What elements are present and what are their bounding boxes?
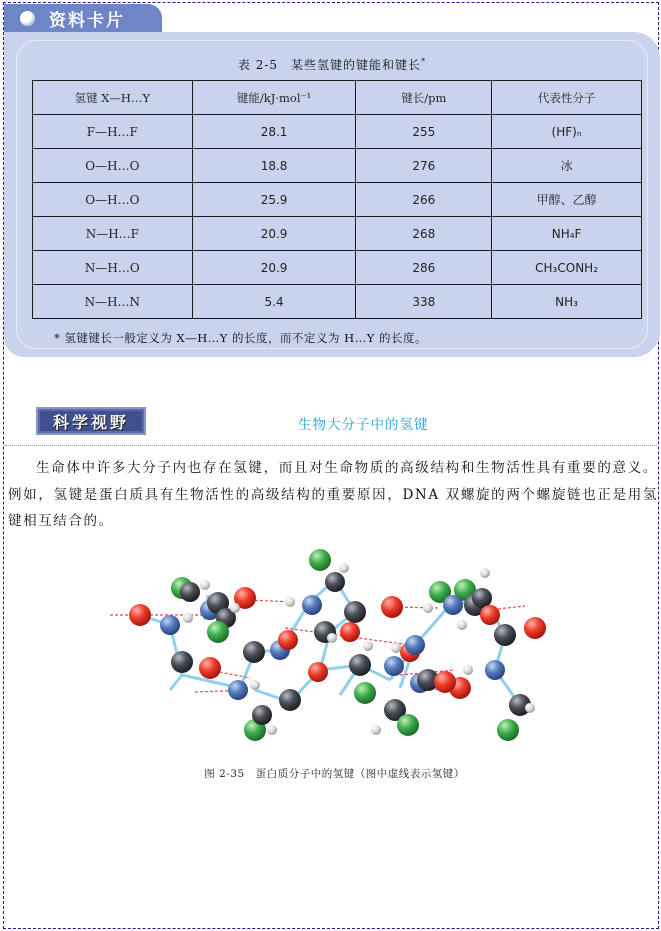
cell-molecule: NH₃ [492,285,642,319]
bullet-circle-icon [20,11,35,26]
col-header-energy: 键能/kJ·mol⁻¹ [192,81,356,115]
cell-molecule: CH₃CONH₂ [492,251,642,285]
col-header-length: 键长/pm [356,81,492,115]
science-view-badge [36,407,146,435]
cell-length: 255 [356,115,492,149]
cell-molecule: 甲醇、乙醇 [492,183,642,217]
cell-length: 286 [356,251,492,285]
data-card-tab-label: 资料卡片 [49,10,125,31]
cell-energy: 20.9 [192,217,356,251]
cell-energy: 18.8 [192,149,356,183]
cell-length: 276 [356,149,492,183]
cell-energy: 20.9 [192,251,356,285]
protein-hydrogen-bond-figure [110,540,560,750]
table-title [4,56,660,73]
cell-energy: 28.1 [192,115,356,149]
body-paragraph: 生命体中许多大分子内也存在氢键，而且对生命物质的高级结构和生物活性具有重要的意义。例如，氢键是蛋白质具有生物活性的高级结构的重要原因，DNA 双螺旋的两个螺旋链也正是用氢键相互结合的。 [8,460,658,529]
table-header-row [33,81,642,115]
dotted-divider [5,445,657,446]
cell-energy: 25.9 [192,183,356,217]
cell-molecule: (HF)ₙ [492,115,642,149]
section-title: 生物大分子中的氢键 [298,417,429,433]
molecule-ball-and-stick-icon [110,540,560,750]
data-card [4,32,660,357]
table-row [33,285,642,319]
cell-bond: F—H…F [33,115,193,149]
table-row [33,183,642,217]
science-view-badge-label: 科学视野 [52,412,129,432]
table-footnote: * 氢键键长一般定义为 X—H…Y 的长度，而不定义为 H…Y 的长度。 [54,331,427,345]
cell-length: 338 [356,285,492,319]
table-row [33,115,642,149]
col-header-bond: 氢键 X—H…Y [33,81,193,115]
cell-length: 268 [356,217,492,251]
data-card-tab [4,4,162,32]
cell-bond: N—H…N [33,285,193,319]
hydrogen-bond-table [32,80,642,319]
table-title-text: 表 2-5 某些氢键的键能和键长 [237,58,422,72]
figure-caption: 图 2-35 蛋白质分子中的氢键（图中虚线表示氢键） [204,768,465,780]
table-row [33,217,642,251]
cell-molecule: 冰 [492,149,642,183]
cell-bond: O—H…O [33,149,193,183]
footnote-marker: * [421,57,427,66]
cell-bond: N—H…F [33,217,193,251]
cell-molecule: NH₄F [492,217,642,251]
table-row [33,251,642,285]
cell-energy: 5.4 [192,285,356,319]
table-row [33,149,642,183]
col-header-molecule: 代表性分子 [492,81,642,115]
cell-length: 266 [356,183,492,217]
cell-bond: O—H…O [33,183,193,217]
cell-bond: N—H…O [33,251,193,285]
